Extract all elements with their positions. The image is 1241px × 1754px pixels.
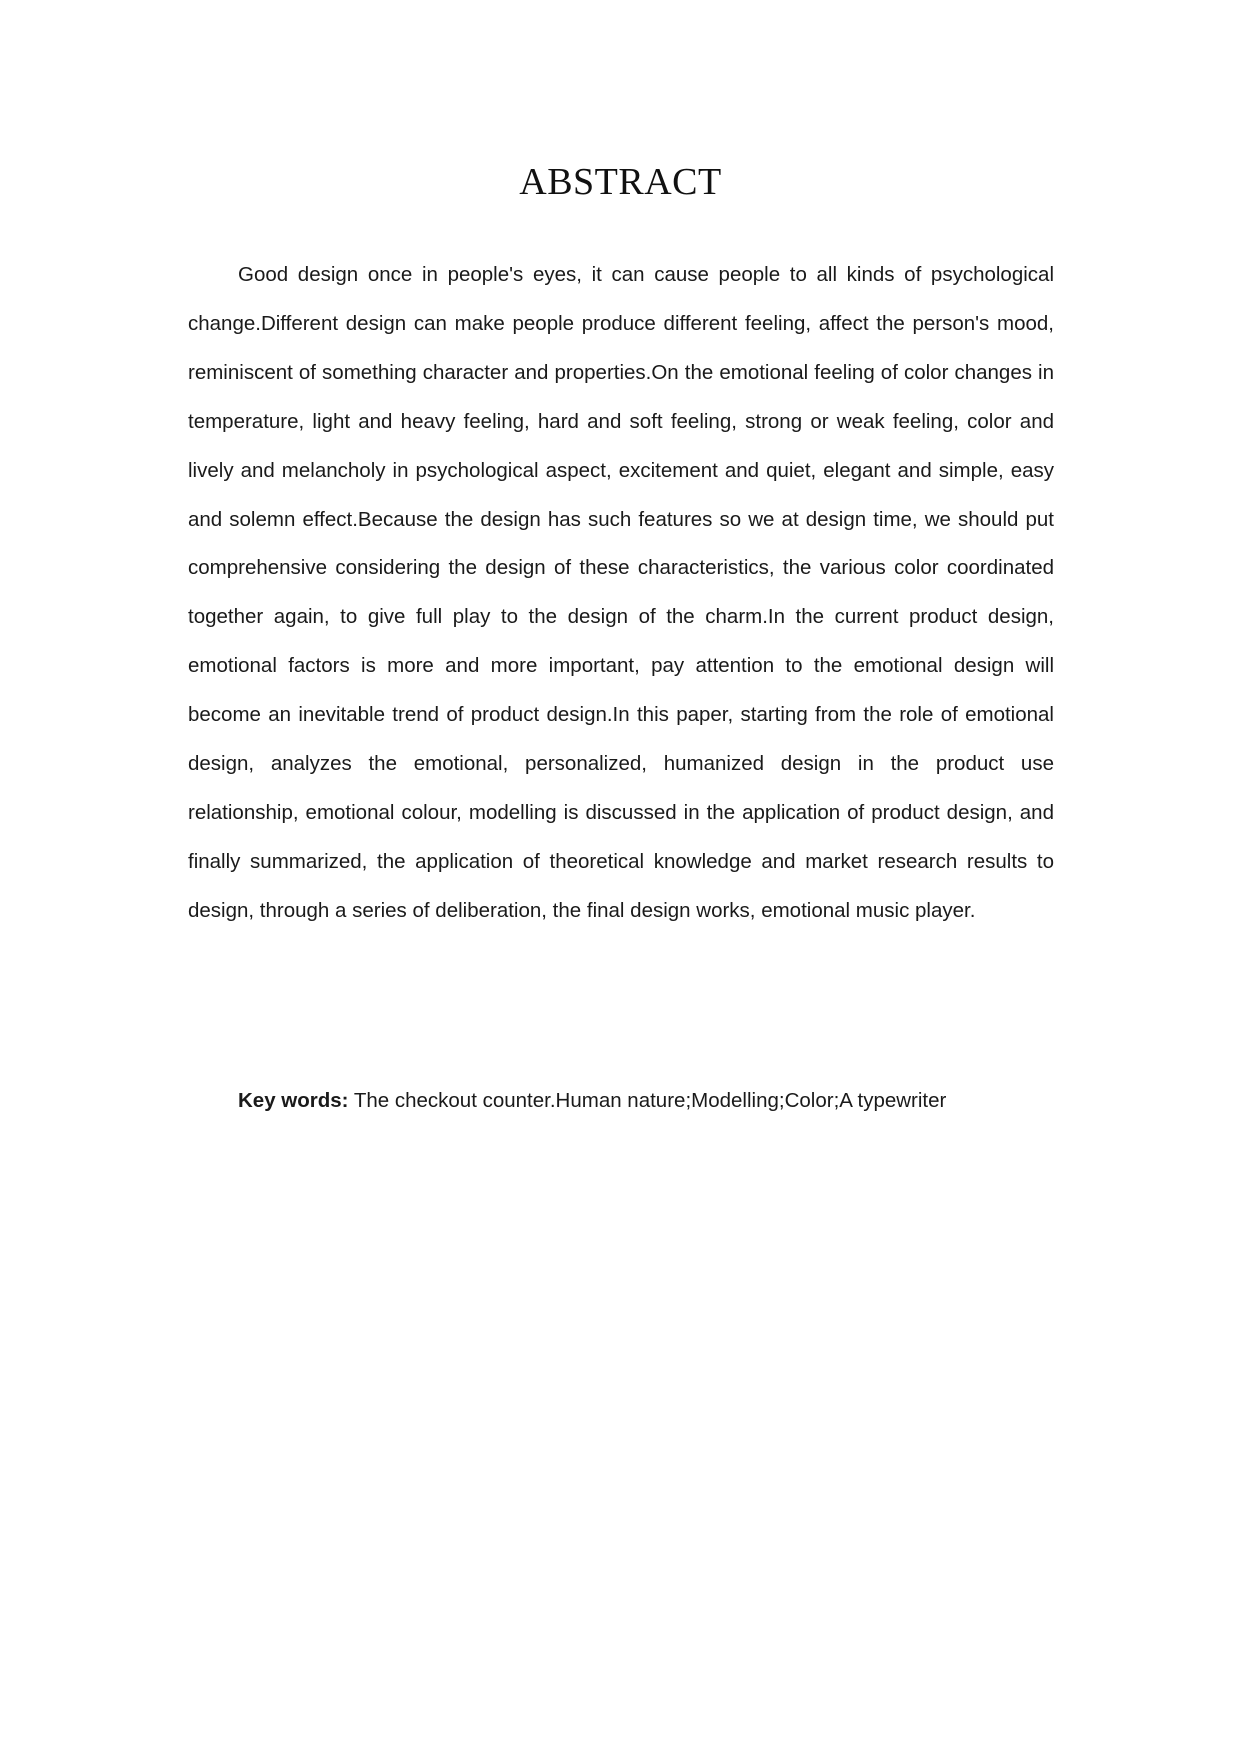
keywords-label: Key words:: [238, 1089, 349, 1112]
abstract-body: Good design once in people's eyes, it can cause people to all kinds of psychological change.Different design can make people produce different feeling, affect the person's mood, reminiscent of something character and properties.On the emotional feeling of color changes in temperature, light and heavy feeling, hard and soft feeling, strong or weak feeling, color and lively and melancholy in psychological aspect, excitement and quiet, elegant and simple, easy and solemn effect.Because the design has such features so we at design time, we should put comprehensive considering the design of these characteristics, the various color coordinated together again, to give full play to the design of the charm.In the current product design, emotional factors is more and more important, pay attention to the emotional design will become an inevitable trend of product design.In this paper, starting from the role of emotional design, analyzes the emotional, personalized, humanized design in the product use relationship, emotional colour, modelling is discussed in the application of product design, and finally summarized, the application of theoretical knowledge and market research results to design, through a series of deliberation, the final design works, emotional music player.: [188, 263, 1054, 922]
abstract-title: ABSTRACT: [519, 161, 722, 203]
keywords-line: [238, 1077, 1068, 1125]
keywords-value: The checkout counter.Human nature;Modelling;Color;A typewriter: [348, 1089, 947, 1112]
